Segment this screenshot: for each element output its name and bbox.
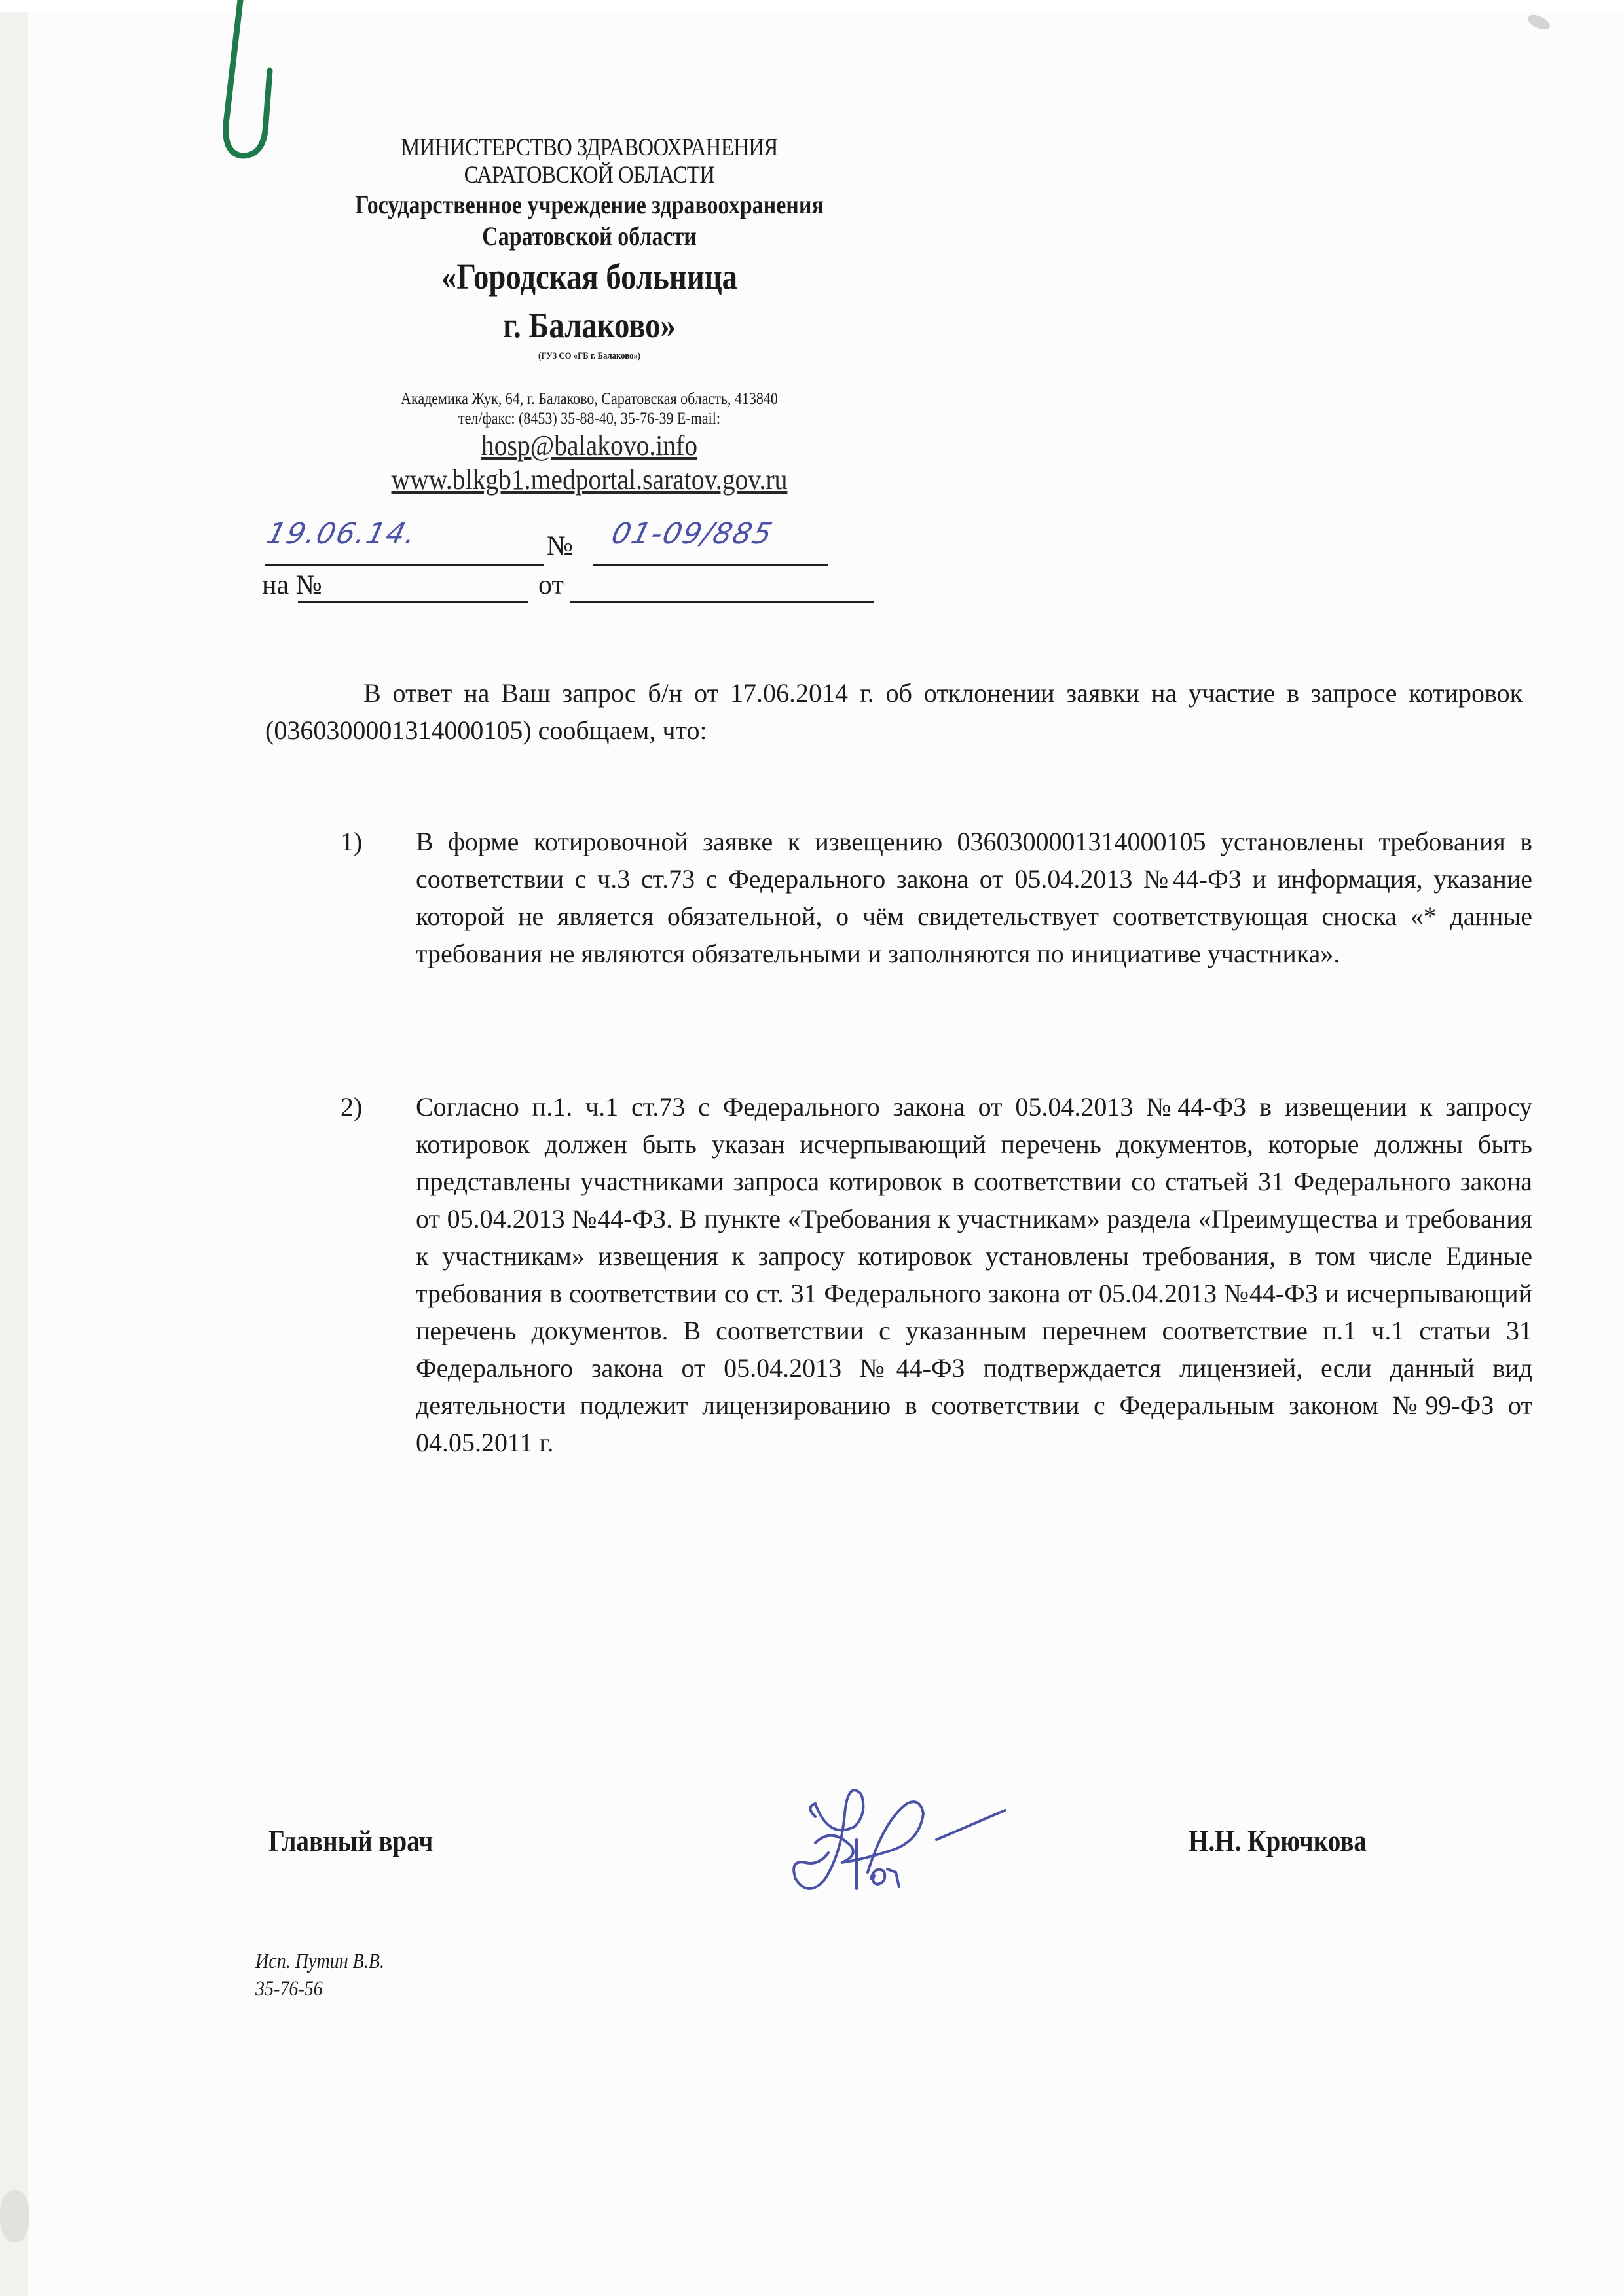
letterhead: [262, 134, 917, 497]
list-item: [341, 1088, 1532, 1461]
scan-smudge: [1526, 12, 1552, 33]
list-item-text: Согласно п.1. ч.1 ст.73 с Федерального закона от 05.04.2013 №44-ФЗ в извещении к запросу котировок должен быть указан исчерпывающий перечень документов, которые должны быть представлены участниками запроса котировок в соответствии со статьей 31 Федерального закона от 05.04.2013 №44-ФЗ. В пункте «Требования к участникам» раздела «Преимущества и требования к участникам» извещения к запросу котировок установлены требования, в том числе Единые требования в соответствии со ст. 31 Федерального закона от 05.04.2013 №44-ФЗ и исчерпывающий перечень документов. В соответствии с указанным перечнем соответствие п.1 ч.1 статьи 31 Федерального закона от 05.04.2013 №44-ФЗ подтверждается лицензией, если данный вид деятельности подлежит лицензированию в соответствии с Федеральным законом №99-ФЗ от 04.05.2011 г.: [416, 1092, 1532, 1457]
executor-block: [255, 1948, 384, 2003]
hospital-abbreviation: (ГУЗ СО «ГБ г. Балаково»): [538, 351, 641, 361]
reply-to-label: на №: [262, 570, 322, 600]
list-item-number: 1): [341, 827, 363, 856]
hospital-name: «Городская больница: [441, 257, 738, 297]
intro-paragraph: В ответ на Ваш запрос б/н от 17.06.2014 г. об отклонении заявки на участие в запросе котировок (0360300001314000105) сообщаем, что:: [265, 678, 1522, 745]
date-field-line: [265, 564, 544, 566]
institution-region: Саратовской области: [482, 221, 697, 251]
hospital-city: г. Балаково»: [503, 305, 676, 345]
reply-date-line: [570, 601, 874, 603]
handwritten-signature: [779, 1768, 1028, 1899]
number-label: №: [547, 531, 574, 561]
ministry-name: МИНИСТЕРСТВО ЗДРАВООХРАНЕНИЯ: [401, 134, 778, 161]
outgoing-date: 19.06.14.: [263, 517, 421, 551]
from-label: от: [538, 570, 564, 600]
executor-phone: 35-76-56: [255, 1977, 323, 2001]
executor-name: Исп. Путин В.В.: [255, 1950, 384, 1973]
signatory-position: Главный врач: [268, 1824, 434, 1857]
ministry-region: САРАТОВСКОЙ ОБЛАСТИ: [464, 162, 715, 189]
address: Академика Жук, 64, г. Балаково, Саратовская область, 413840: [401, 390, 778, 408]
scan-left-edge: [0, 12, 28, 2296]
institution-type: Государственное учреждение здравоохранения: [355, 190, 824, 219]
list-item: [341, 823, 1532, 972]
outgoing-number: 01-09/885: [608, 517, 777, 551]
signatory-name: Н.Н. Крючкова: [1189, 1824, 1367, 1857]
scan-smudge: [0, 2190, 29, 2242]
number-field-line: [593, 564, 828, 566]
website-link[interactable]: www.blkgb1.medportal.saratov.gov.ru: [391, 464, 788, 496]
email-link[interactable]: hosp@balakovo.info: [481, 429, 698, 462]
list-item-number: 2): [341, 1092, 363, 1121]
reply-number-line: [298, 601, 528, 603]
phone-line: тел/факс: (8453) 35-88-40, 35-76-39 E-mail:: [458, 410, 720, 428]
list-item-text: В форме котировочной заявке к извещению 0360300001314000105 установлены требования в соответствии с ч.3 ст.73 с Федерального закона от 05.04.2013 №44-ФЗ и информация, указание которой не является обязательной, о чём свидетельствует соответствующая сноска «* данные требования не являются обязательными и заполняются по инициативе участника».: [416, 827, 1532, 968]
